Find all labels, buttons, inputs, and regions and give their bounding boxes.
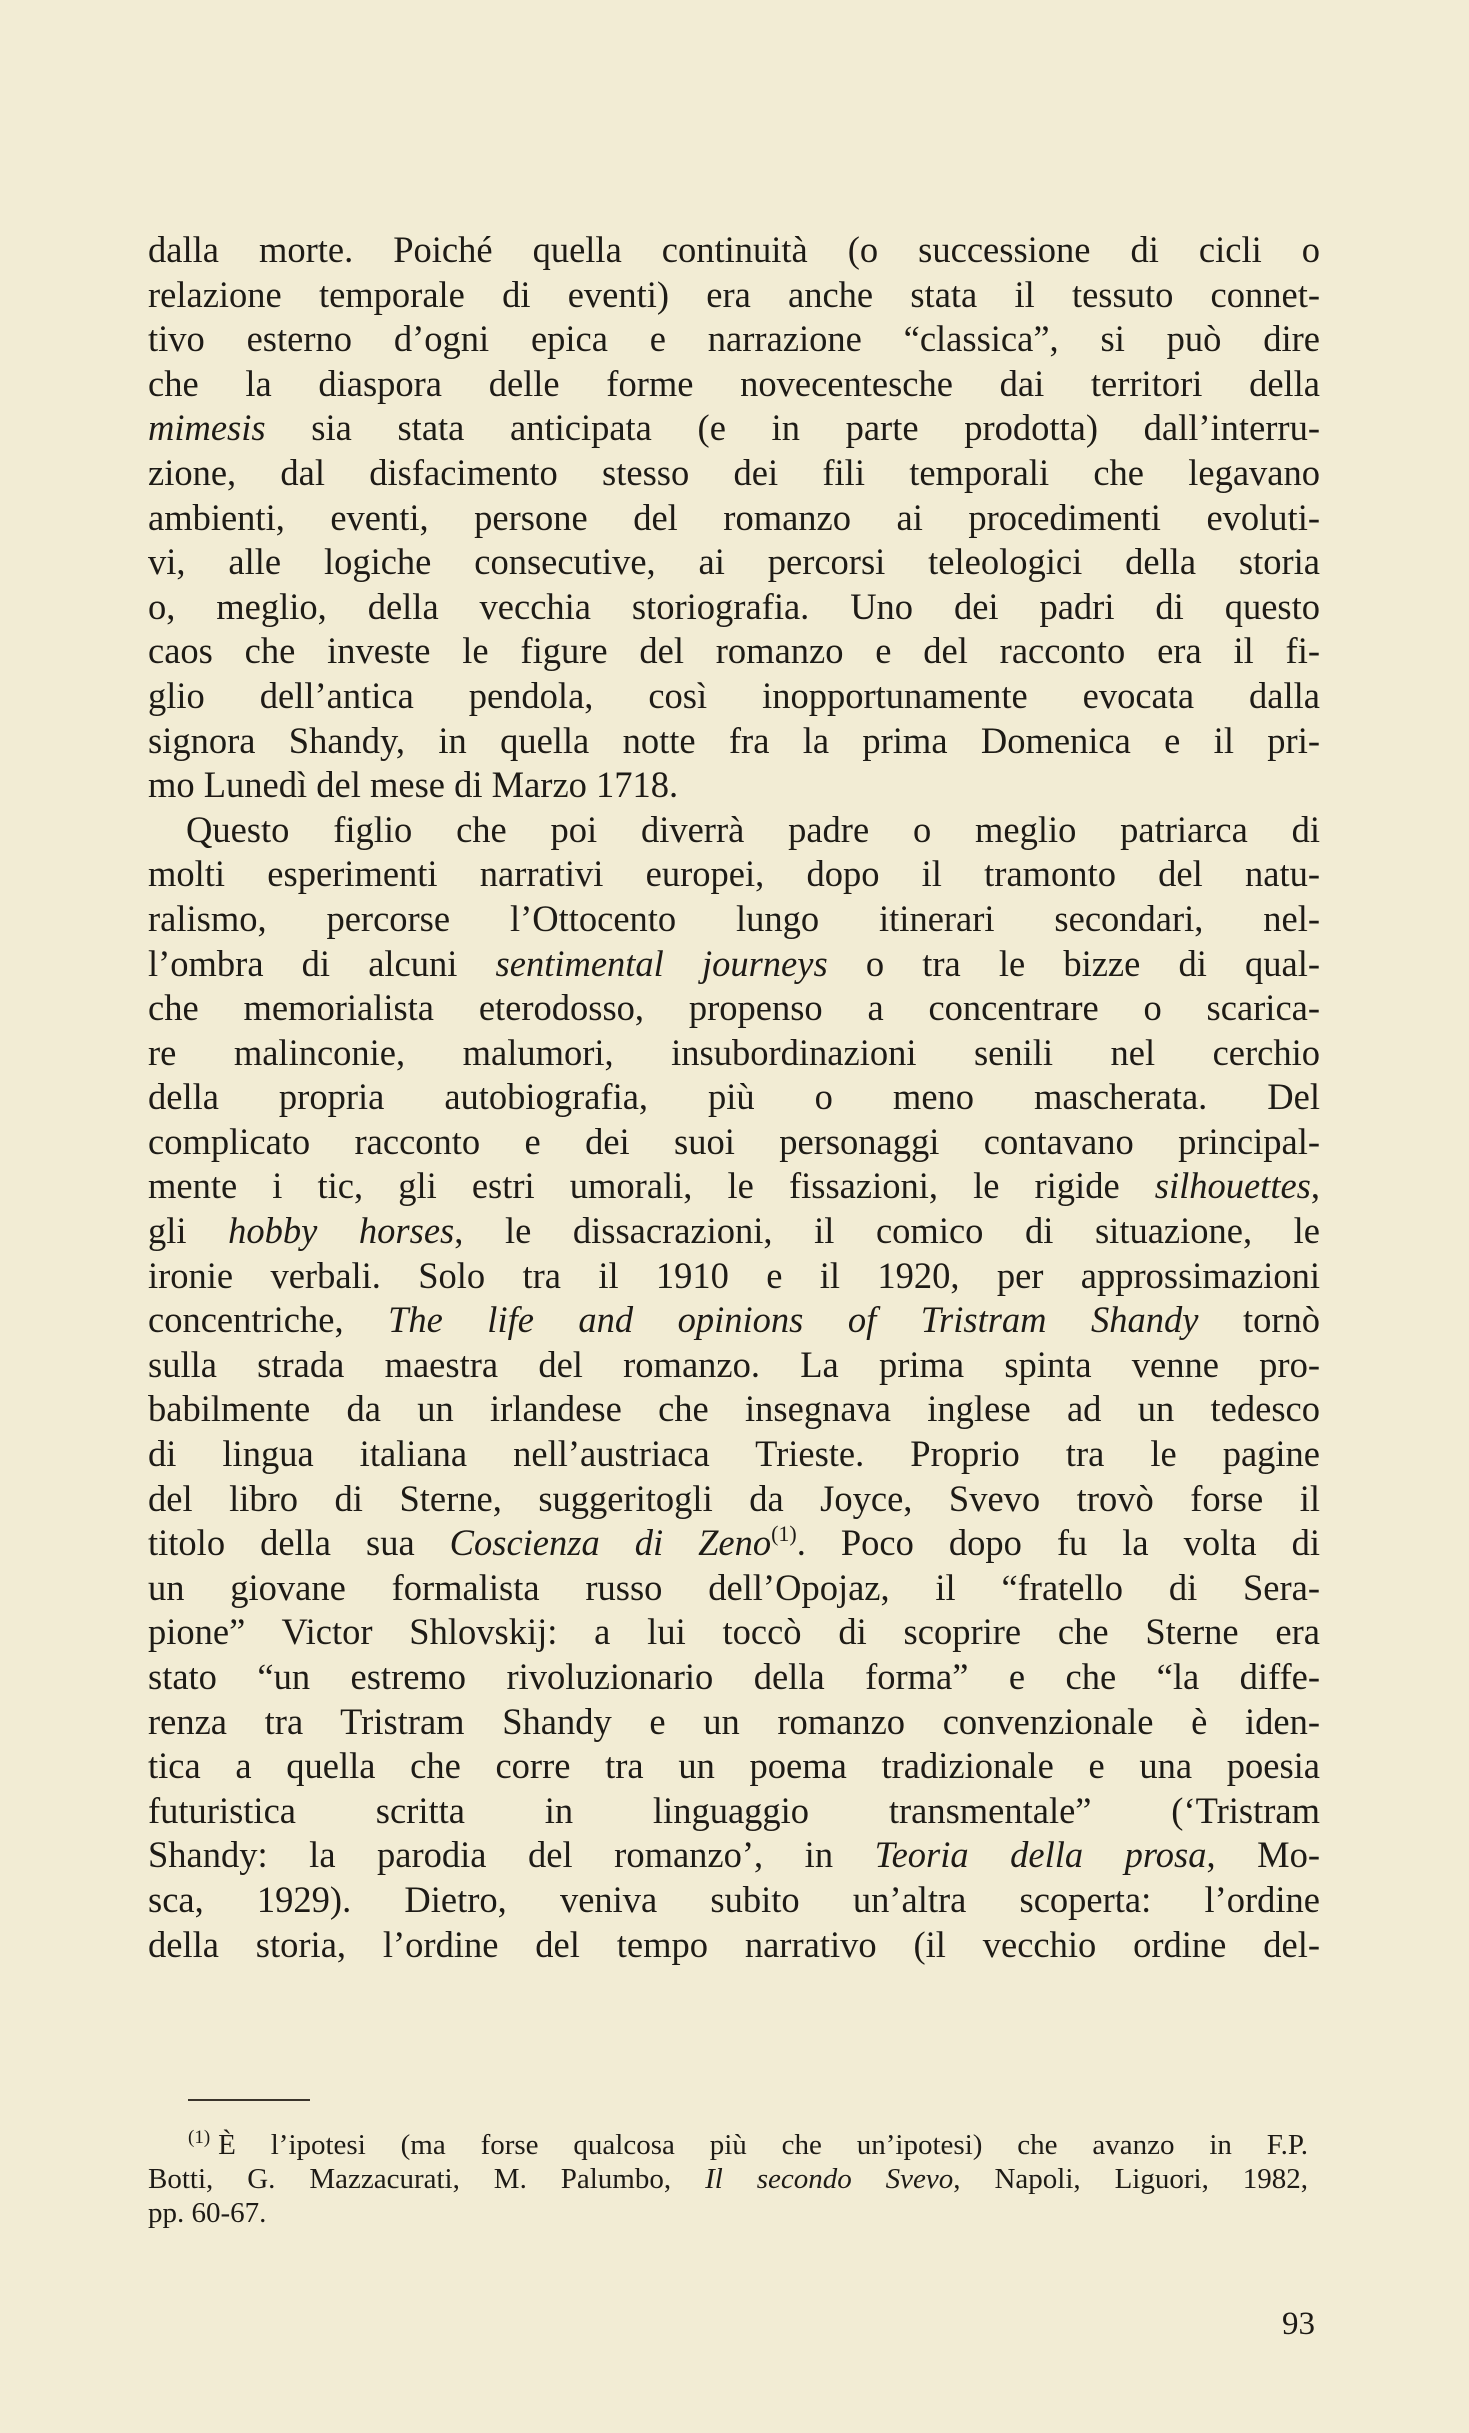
text-line: sulla strada maestra del romanzo. La prima spinta venne pro- — [148, 1343, 1320, 1385]
text-line: della storia, l’ordine del tempo narrativo (il vecchio ordine del- — [148, 1923, 1320, 1965]
footnote-marker: (1) — [188, 2127, 211, 2148]
text-line: tivo esterno d’ogni epica e narrazione “classica”, si può dire — [148, 318, 1320, 360]
text-fragment: , — [1310, 1165, 1320, 1207]
text-fragment: . Poco dopo fu la volta di — [796, 1522, 1320, 1564]
text-line: re malinconie, malumori, insubordinazioni senili nel cerchio — [148, 1031, 1320, 1073]
text-line: della propria autobiografia, più o meno mascherata. Del — [148, 1076, 1320, 1118]
text-fragment: o tra le bizze di qual- — [827, 942, 1320, 984]
text-line: un giovane formalista russo dell’Opojaz, il “fratello di Sera- — [148, 1566, 1320, 1608]
text-line: mo Lunedì del mese di Marzo 1718. — [148, 764, 679, 806]
text-line — [148, 1521, 1320, 1566]
text-fragment: , le dissacrazioni, il comico di situazione, le — [454, 1210, 1320, 1252]
text-line: complicato racconto e dei suoi personaggi contavano principal- — [148, 1120, 1320, 1162]
text-fragment: Botti, G. Mazzacurati, M. Palumbo, — [148, 2163, 706, 2195]
paragraph-1 — [148, 228, 1320, 808]
footnote-line — [148, 2162, 1308, 2196]
italic-term: silhouettes — [1154, 1165, 1311, 1207]
text-line — [148, 1209, 1320, 1254]
italic-term: mimesis — [148, 407, 266, 449]
text-line: futuristica scritta in linguaggio transmentale” (‘Tristram — [148, 1789, 1320, 1831]
text-line: ironie verbali. Solo tra il 1910 e il 1920, per approssimazioni — [148, 1254, 1320, 1296]
main-text — [148, 228, 1320, 1967]
text-fragment: mente i tic, gli estri umorali, le fissazioni, le rigide — [148, 1165, 1155, 1207]
text-line: o, meglio, della vecchia storiografia. Uno dei padri di questo — [148, 585, 1320, 627]
text-line: babilmente da un irlandese che insegnava inglese ad un tedesco — [148, 1388, 1320, 1430]
footnote-reference: (1) — [771, 1521, 797, 1547]
footnote-line — [148, 2128, 1308, 2162]
text-fragment: Shandy: la parodia del romanzo’, in — [148, 1834, 875, 1876]
text-line: pione” Victor Shlovskij: a lui toccò di scoprire che Sterne era — [148, 1611, 1320, 1653]
text-line: ralismo, percorse l’Ottocento lungo itinerari secondari, nel- — [148, 897, 1320, 939]
text-line: stato “un estremo rivoluzionario della forma” e che “la diffe- — [148, 1656, 1320, 1697]
text-fragment: , Napoli, Liguori, 1982, — [953, 2163, 1309, 2195]
footnote-line: pp. 60-67. — [148, 2197, 267, 2229]
text-fragment: tornò — [1198, 1299, 1320, 1341]
text-fragment: sia stata anticipata (e in parte prodotta) dall’interru- — [265, 407, 1320, 449]
italic-title: The life and opinions of Tristram Shandy — [388, 1299, 1199, 1341]
italic-term: hobby horses — [228, 1210, 455, 1252]
text-line — [148, 942, 1320, 987]
italic-title: Coscienza di Zeno — [449, 1522, 772, 1564]
text-line — [148, 1833, 1320, 1878]
text-fragment: concentriche, — [148, 1299, 389, 1341]
text-fragment: È l’ipotesi (ma forse qualcosa più che un’ipotesi) che avanzo in F.P. — [218, 2129, 1308, 2161]
text-line: ambienti, eventi, persone del romanzo ai procedimenti evoluti- — [148, 496, 1320, 538]
italic-title: Teoria della prosa — [874, 1834, 1207, 1876]
text-line: Questo figlio che poi diverrà padre o meglio patriarca di — [186, 808, 1320, 850]
text-line: che memorialista eterodosso, propenso a concentrare o scarica- — [148, 987, 1320, 1029]
italic-title: sentimental journeys — [495, 942, 828, 984]
text-line: del libro di Sterne, suggeritogli da Joyce, Svevo trovò forse il — [148, 1477, 1320, 1519]
text-fragment: titolo della sua — [148, 1522, 450, 1564]
text-line — [148, 1164, 1320, 1209]
footnote-divider — [188, 2099, 310, 2101]
footnote — [148, 2128, 1308, 2230]
text-line: signora Shandy, in quella notte fra la prima Domenica e il pri- — [148, 719, 1320, 761]
text-line: zione, dal disfacimento stesso dei fili temporali che legavano — [148, 451, 1320, 493]
text-fragment: gli — [148, 1210, 229, 1252]
text-line: caos che investe le figure del romanzo e del racconto era il fi- — [148, 630, 1320, 672]
text-line: sca, 1929). Dietro, veniva subito un’altra scoperta: l’ordine — [148, 1878, 1320, 1920]
text-line: molti esperimenti narrativi europei, dopo il tramonto del natu- — [148, 853, 1320, 895]
text-line: relazione temporale di eventi) era anche stata il tessuto connet- — [148, 273, 1320, 315]
text-line: vi, alle logiche consecutive, ai percorsi teleologici della storia — [148, 541, 1320, 583]
text-line — [148, 406, 1320, 451]
text-line: dalla morte. Poiché quella continuità (o successione di cicli o — [148, 229, 1320, 270]
text-line: tica a quella che corre tra un poema tradizionale e una poesia — [148, 1745, 1320, 1787]
text-line — [148, 1298, 1320, 1343]
text-line: renza tra Tristram Shandy e un romanzo convenzionale è iden- — [148, 1700, 1320, 1742]
page-number: 93 — [1282, 2306, 1315, 2342]
text-fragment: , Mo- — [1206, 1834, 1321, 1876]
paragraph-2 — [148, 808, 1320, 1967]
text-line: di lingua italiana nell’austriaca Trieste. Proprio tra le pagine — [148, 1433, 1320, 1475]
text-line: glio dell’antica pendola, così inopportunamente evocata dalla — [148, 674, 1320, 716]
italic-title: Il secondo Svevo — [705, 2163, 954, 2195]
text-line: che la diaspora delle forme novecentesche dai territori della — [148, 362, 1320, 404]
text-fragment: l’ombra di alcuni — [148, 942, 496, 984]
